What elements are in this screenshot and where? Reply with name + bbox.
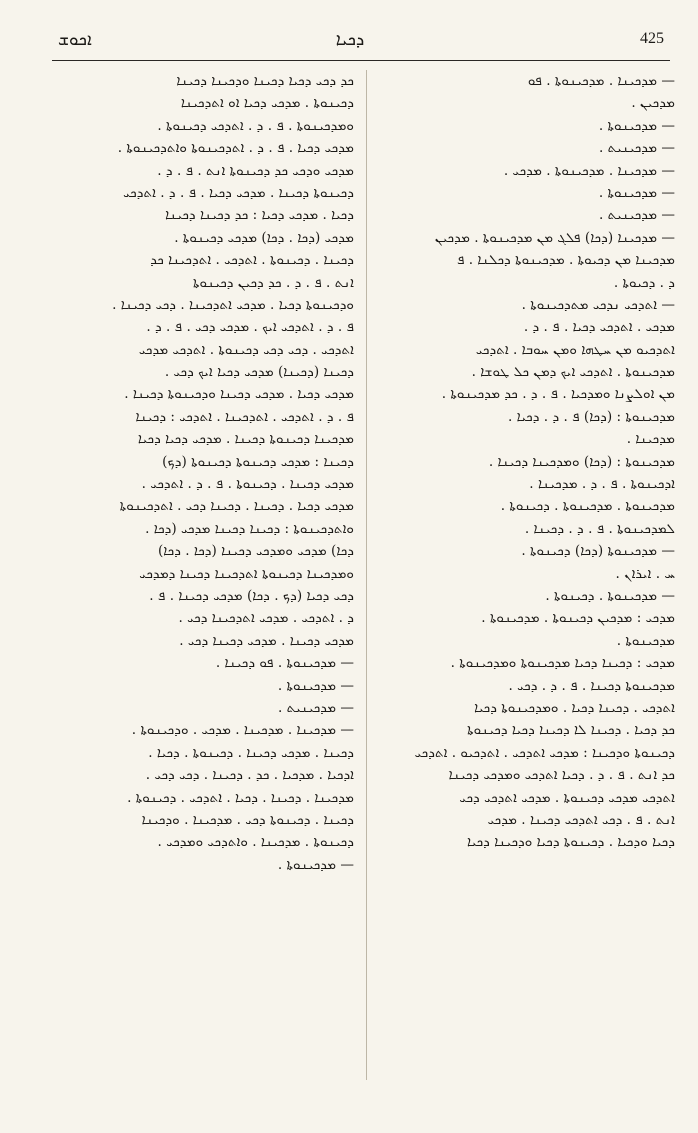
entry-line: ܟܕ ܕܟܝܐ . ܕܟܝܢܐ ܠܐ ܕܟܝܢܐ ܕܟܝܐ ܕܟܝܢܘܬܐ [467, 722, 675, 739]
entry-line: ܡܕܟܝ ܕܟܝܐ . ܦ . ܕ . ܐܬܕܟܝܢܘܬܐ ܘܐܬܕܟܝܢܘܬܐ . [117, 140, 354, 157]
entry-line: — ܐܬܕܟܝ ܢܕܟܝ ܡܬܕܟܝܢܘܬܐ . [521, 296, 675, 313]
entry-line: ܕܟܝܢܘܬܐ . ܡܕܟܝ ܕܟܝܐ ܐܘ ܐܬܕܟܝܢܐ [180, 95, 354, 112]
entry-line: ܦ . ܕ . ܐܬܕܟܝ . ܐܬܕܟܝܢܐ . ܐܬܕܟܝ : ܕܟܝܢܐ [135, 408, 354, 425]
entry-line: ܕܟܝܢܐ . ܕܟܝܢܘܬܐ ܕܟܝ . ܡܕܟܝܢܐ . ܘܕܟܝܢܐ [141, 811, 354, 828]
entry-line: ܡܕܟܝ ܕܟܝܐ . ܕܟܝܢܐ . ܕܟܝܢܐ ܕܟܝ . ܐܬܕܟܝܢܘܬܐ [119, 498, 354, 515]
entry-line: ܐܕܟܝܢܘܬܐ . ܦ . ܕ . ܡܕܟܝܢܐ . [529, 476, 675, 493]
right-column [385, 70, 675, 854]
entry-line: ܡܕܟܝ . ܐܬܕܟܝ ܕܟܝܐ . ܦ . ܕ . [523, 319, 675, 336]
left-column [64, 70, 354, 876]
entry-line: ܡܕܟܝ : ܡܕܟܝܢ ܕܟܝܢܘܬܐ . ܡܕܟܝܢܘܬܐ . [481, 610, 675, 627]
entry-line: ܡܕܟܝܢܘܬܐ : (ܕܟܐ) ܘܡܕܟܝܢܐ ܕܟܝܢܐ . [488, 453, 675, 470]
entry-line: — ܡܕܟܝܢܘܬܐ (ܕܟܐ) ܕܟܝܢܘܬܐ . [521, 543, 675, 560]
entry-line: — ܡܕܟܝܢܝܬ . [599, 140, 675, 157]
entry-line: ܕܟܝܢܘܬܐ ܘܕܟܝܢܐ : ܡܕܟܝ ܐܬܕܟܝ . ܐܬܕܟܝܘ . ܐܬܕܟܝ [414, 744, 675, 761]
entry-line: — ܡܕܟܝܢܝܬ . [599, 207, 675, 224]
header-rule [52, 60, 670, 61]
entry-line: ܠܡܕܟܝܢܘܬܐ . ܦ . ܕ . ܕܟܝܢܐ . [524, 520, 675, 537]
entry-line: — ܡܕܟܝܢܘܬܐ . ܦܘ ܕܟܝܢܐ . [215, 655, 354, 672]
entry-line: ܐܢܬ . ܦ . ܕܟܝ ܐܬܕܟܝ ܕܟܝܢܐ . ܡܕܟܝ [487, 811, 675, 828]
entry-line: ܕܟܝܢܘܬܐ ܕܟܝܢܐ . ܡܕܟܝ ܕܟܝܐ . ܦ . ܕ . ܐܬܕܟܝ [123, 184, 354, 201]
entry-line: ܡܕܟܝܢܐ . ܕܟܝܢܐ . ܕܟܝܐ . ܐܬܕܟܝ . ܕܟܝܢܘܬܐ . [127, 789, 354, 806]
page-header [0, 24, 698, 56]
entry-line: — ܡܕܟܝܢܘܬܐ . [598, 184, 675, 201]
entry-line: — ܡܕܟܝܢܐ . ܡܕܟܝܢܐ . ܡܕܟܝ . ܘܕܟܝܢܘܬܐ . [131, 722, 354, 739]
entry-line: — ܡܕܟܝܢܐ . ܡܕܟܝܢܘܬܐ . ܡܕܟܝ . [503, 162, 675, 179]
entry-line: ܕܟܝܢܐ . ܡܕܟܝ ܕܟܝܢܐ . ܕܟܝܢܘܬܐ . ܕܟܝܐ . [148, 744, 354, 761]
entry-line: ܚ . ܐܝܪܐܢ . [615, 565, 675, 582]
entry-line: ܡܕܟܝܢܐ ܡܢ ܕܟܝܘܬܐ . ܡܕܟܝܢܘܬܐ ܕܟܠܢܐ . ܦ [456, 252, 675, 269]
entry-line: ܕܟܝܢܘܬܐ . ܡܕܟܝܢܐ . ܘܐܬܕܟܝ ܘܡܕܟܝ . [157, 834, 354, 851]
column-divider [366, 70, 367, 1080]
entry-line: ܕܟܝ ܕܟܝܐ (ܕܟ . ܕܟܐ) ܡܕܟܝ ܕܟܝܢܐ . ܦ . [149, 587, 354, 604]
entry-line: ܘܐܬܕܟܝܢܘܬܐ : ܕܟܝܢܐ ܕܟܝܢܐ ܡܕܟܝ (ܕܟܐ . [145, 520, 354, 537]
entry-line: ܡܕܟܝܢܘܬܐ : (ܕܟܐ) ܦ . ܕ . ܕܟܝܐ . [507, 408, 675, 425]
entry-line: ܡܕܟܝ ܕܟܝܐ . ܡܕܟܝ ܕܟܝܢܐ ܘܕܟܝܢܘܬܐ ܕܟܝܢܐ . [124, 386, 354, 403]
entry-line: ܕܟܝܢܐ : ܡܕܟܝ ܕܟܝܢܘܬܐ ܕܟܝܢܘܬܐ (ܕܟ) [162, 453, 354, 470]
entry-line: ܡܕܟܝ (ܕܟܐ . ܕܟܐ) ܡܕܟܝ ܕܟܝܢܘܬܐ . [174, 229, 354, 246]
entry-line: ܐܬܕܟܝܘ ܡܢ ܚܛܗܐ ܘܡܢ ܚܘܒܐ . ܐܬܕܟܝ [475, 341, 675, 358]
entry-line: — ܡܕܟܝܢܐ . ܡܕܟܝܢܘܬܐ . ܦܘ [527, 73, 675, 89]
entry-line: ܡܕܟܝ ܘܕܟܝ ܟܕ ܕܟܝܢܘܬܐ ܐܢܬ . ܦ . ܕ . [157, 162, 354, 179]
page-number: 425 [640, 30, 664, 47]
entry-line: ܕܟܝܐ ܘܕܟܝܐ . ܕܟܝܢܘܬܐ ܕܟܝܐ ܘܕܟܝܢܐ ܕܟܝܐ [467, 834, 675, 851]
entry-line: ܕ . ܕܟܝܘܬܐ . [613, 274, 675, 291]
entry-line: ܦ . ܕ . ܐܬܕܟܝ ܐܝܟ . ܡܕܟܝ ܕܟܝ . ܦ . ܕ . [146, 319, 354, 336]
entry-line: ܡܕܟܝ ܕܟܝܢܐ . ܕܟܝܢܘܬܐ . ܦ . ܕ . ܐܬܕܟܝ . [141, 476, 354, 493]
entry-line: ܡܕܟܝ : ܕܟܝܢܐ ܕܟܝܐ ܡܕܟܝܢܘܬܐ ܘܡܕܟܝܢܘܬܐ . [450, 655, 675, 672]
entry-line: ܐܬܕܟܝ . ܕܟܝ ܕܟܝ ܕܟܝܢܘܬܐ . ܐܬܕܟܝ ܡܕܟܝ [138, 341, 354, 358]
entry-line: ܡܕܟܝܢܘܬܐ ܕܟܝܢܐ . ܦ . ܕ . ܕܟܝ . [508, 677, 675, 694]
entry-line: ܡܕܟܝܢܐ . [626, 431, 675, 448]
running-head-left: ܐܟܘܫ [58, 30, 92, 50]
running-head-center: ܕܟܝܐ [335, 30, 365, 50]
entry-line: ܘܕܟܝܢܘܬܐ ܕܟܝܐ . ܡܕܟܝ ܐܬܕܟܝܢܐ . ܕܟܝ ܕܟܝܢܐ . [112, 296, 354, 313]
entry-line: ܐܬܕܟܝ . ܕܟܝܢܐ ܕܟܝܐ . ܘܡܕܟܝܢܘܬܐ ܕܟܝܐ [474, 699, 675, 716]
entry-line: ܕ . ܐܬܕܟܝ . ܡܕܟܝ ܐܬܕܟܝܢܐ ܕܟܝ . [178, 610, 354, 627]
entry-line: ܐܬܕܟܝ ܡܕܟܝ ܕܟܝܢܘܬܐ . ܡܕܟܝ ܐܬܕܟܝ ܕܟܝ [459, 789, 675, 806]
entry-line: ܕܟܐ) ܡܕܟܝ ܘܡܕܟܝ ܕܟܝܢܐ (ܕܟܐ . ܕܟܐ) [157, 543, 354, 560]
entry-line: ܟܕ ܕܟܝ ܕܟܝܐ ܕܟܝܢܐ ܘܕܟܝܢܐ ܕܟܝܢܐ [176, 73, 354, 89]
entry-line: ܕܟܝܐ . ܡܕܟܝ ܕܟܝܐ : ܟܕ ܕܟܝܢܐ ܕܟܝܢܐ [165, 207, 354, 224]
entry-line: ܘܡܕܟܝܢܘܬܐ . ܦ . ܕ . ܐܬܕܟܝ ܕܟܝܢܘܬܐ . [157, 117, 354, 134]
entry-line: ܡܕܟܝܢܘܬܐ . ܐܬܕܟܝ ܐܝܟ ܕܡܢ ܟܠ ܛܘܫܐ . [471, 364, 675, 381]
entry-line: — ܡܕܟܝܢܘܬܐ . [277, 856, 354, 873]
entry-line: — ܡܕܟܝܢܘܬܐ . [277, 677, 354, 694]
entry-line: ܡܕܟܝ ܕܟܝܢܐ . ܡܕܟܝ ܕܟܝܢܐ ܕܟܝ . [179, 632, 354, 649]
entry-line: ܕܟܝܢܐ (ܕܟܝܢܐ) ܡܕܟܝ ܕܟܝܐ ܐܝܟ ܕܟܝ . [164, 364, 354, 381]
entry-line: — ܡܕܟܝܢܝܬ . [278, 699, 354, 716]
entry-line: ܡܕܟܝܢܐ ܕܟܝܢܘܬܐ ܕܟܝܢܐ . ܡܕܟܝ ܕܟܝܐ ܕܟܝܐ [137, 431, 354, 448]
entry-line: ܘܡܕܟܝܢܐ ܕܟܝܢܘܬܐ ܐܬܕܟܝܢܐ ܕܟܝܢܐ ܕܡܕܟܝ [139, 565, 354, 582]
entry-line: ܕܟܝܢܐ . ܕܟܝܢܘܬܐ . ܐܬܕܟܝ . ܐܬܕܟܝܢܐ ܟܕ [150, 252, 354, 269]
entry-line: — ܡܕܟܝܢܘܬܐ . ܕܟܝܢܘܬܐ . [545, 587, 675, 604]
entry-line: ܟܕ ܐܢܬ . ܦ . ܕ . ܕܟܝܐ ܐܬܕܟܝ ܘܡܕܟܝ ܕܟܝܢܐ [448, 767, 675, 784]
entry-line: ܐܕܟܝܐ . ܡܕܟܝܐ . ܟܕ . ܕܟܝܢܐ . ܕܟܝ ܕܟܝ . [145, 767, 354, 784]
entry-line: — ܡܕܟܝܢܐ (ܕܟܐ) ܦܠܓ ܡܢ ܡܕܟܝܢܘܬܐ . ܡܕܟܝܢ [434, 229, 675, 246]
entry-line: ܐܢܬ . ܦ . ܕ . ܟܕ ܕܟܝܢ ܕܟܝܢܘܬܐ [192, 274, 354, 291]
entry-line: ܡܕܟܝܢ . [631, 95, 675, 112]
entry-line: — ܡܕܟܝܢܘܬܐ . [598, 117, 675, 134]
entry-line: ܡܢ ܐܘܠܨܢܐ ܘܡܕܟܝܐ . ܦ . ܕ . ܟܕ ܡܕܟܝܢܘܬܐ . [441, 386, 675, 403]
entry-line: ܡܕܟܝܢܘܬܐ . [616, 632, 675, 649]
entry-line: ܡܕܟܝܢܘܬܐ . ܡܕܟܝܢܘܬܐ . ܕܟܝܢܘܬܐ . [500, 498, 675, 515]
